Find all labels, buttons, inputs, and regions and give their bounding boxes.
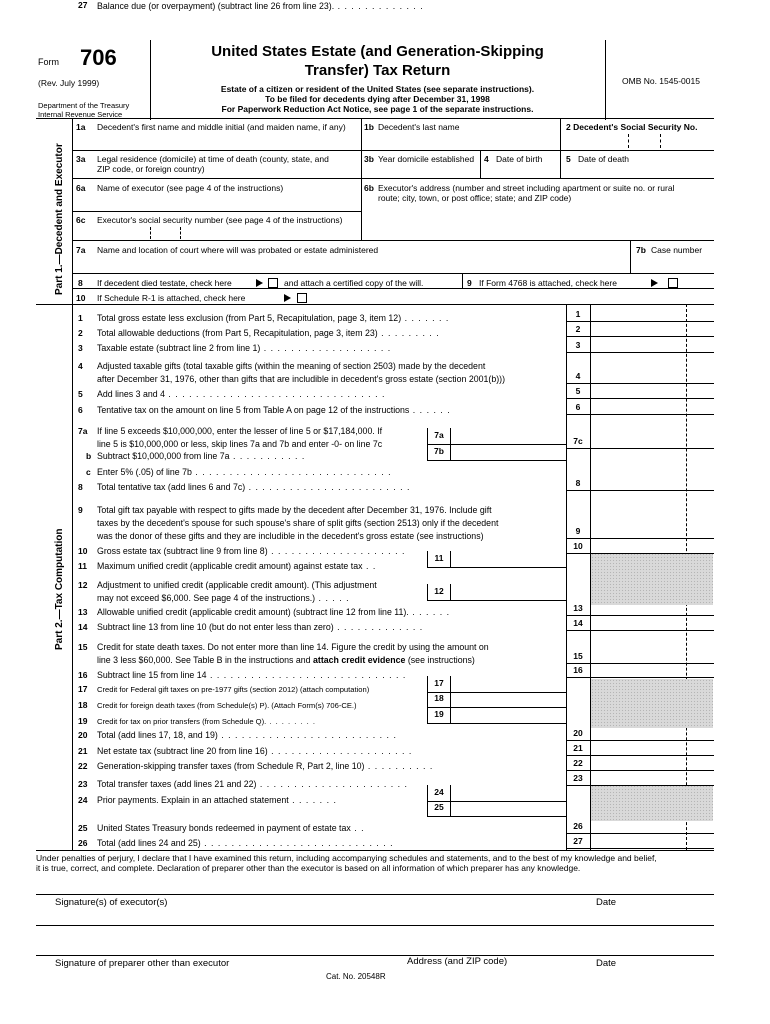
amount-field-26[interactable] bbox=[591, 821, 713, 833]
line-number: 18 bbox=[78, 700, 88, 710]
amount-field-27[interactable] bbox=[591, 836, 713, 848]
preparer-date-label: Date bbox=[596, 958, 617, 969]
executor-signature-label: Signature(s) of executor(s) bbox=[55, 897, 168, 908]
line-box-number: 19 bbox=[434, 709, 444, 719]
line-text: Allowable unified credit (applicable credit amount) (subtract line 12 from line 11). . . . . . . bbox=[97, 607, 451, 617]
line-text: Credit for Federal gift taxes on pre-1977 gifts (section 2012) (attach computation) bbox=[97, 685, 370, 694]
line-number: 27 bbox=[78, 0, 88, 10]
line-box-number: 20 bbox=[573, 728, 583, 738]
arrow-right-icon bbox=[256, 279, 263, 287]
line-box-number: 11 bbox=[434, 553, 444, 563]
decedent-first-name-field[interactable]: Decedent's first name and middle initial (and maiden name, if any) bbox=[97, 122, 346, 132]
executor-ssn-field[interactable]: Executor's social security number (see page 4 of the instructions) bbox=[97, 215, 343, 225]
line-box-number: 1 bbox=[575, 309, 581, 319]
amount-field-13[interactable] bbox=[591, 603, 713, 615]
court-location-field[interactable]: Name and location of court where will was probated or estate administered bbox=[97, 245, 379, 255]
line-number: 15 bbox=[78, 642, 88, 652]
amount-field-7c[interactable] bbox=[591, 436, 713, 448]
amount-field-14[interactable] bbox=[591, 618, 713, 630]
line-number: 4 bbox=[78, 361, 83, 371]
line-number: 21 bbox=[78, 746, 88, 756]
line-text: Total (add lines 24 and 25) . . . . . . . . . . . . . . . . . . . . . . . . . . . . bbox=[97, 838, 394, 848]
line-box-number: 27 bbox=[573, 836, 583, 846]
arrow-right-icon bbox=[284, 294, 291, 302]
line-text: Taxable estate (subtract line 2 from line 1) . . . . . . . . . . . . . . . . . . . bbox=[97, 343, 392, 353]
line-text: Credit for foreign death taxes (from Schedule(s) P). (Attach Form(s) 706-CE.) bbox=[97, 701, 357, 710]
line-text: Total gross estate less exclusion (from Part 5, Recapitulation, page 3, item 12) . . . . . . . bbox=[97, 313, 450, 323]
line-text: United States Treasury bonds redeemed in payment of estate tax . . bbox=[97, 823, 365, 833]
form-title: United States Estate (and Generation-Skipping Transfer) Tax Return bbox=[211, 43, 544, 79]
line-box-number: 21 bbox=[573, 743, 583, 753]
executor-date-field[interactable] bbox=[590, 894, 714, 914]
line-text: Subtract line 13 from line 10 (but do not enter less than zero) . . . . . . . . . . . . . bbox=[97, 622, 424, 632]
amount-field-16[interactable] bbox=[591, 665, 713, 677]
line-text: Credit for tax on prior transfers (from Schedule Q). . . . . . . . . bbox=[97, 717, 316, 726]
line-box-number: 24 bbox=[434, 787, 444, 797]
part1-label: Part 1.—Decedent and Executor bbox=[54, 143, 65, 295]
line-text: Total (add lines 17, 18, and 19) . . . . . . . . . . . . . . . . . . . . . . . . . . bbox=[97, 730, 397, 740]
amount-field-25[interactable] bbox=[451, 800, 565, 816]
amount-field-23[interactable] bbox=[591, 773, 713, 785]
executor-signature-field[interactable] bbox=[36, 875, 590, 895]
address-label: Address (and ZIP code) bbox=[407, 956, 508, 967]
line-box-number: 7a bbox=[434, 430, 444, 440]
form-number: 706 bbox=[80, 45, 117, 70]
line-box-number: 9 bbox=[575, 526, 581, 536]
line-number: 5 bbox=[78, 389, 83, 399]
line-number: 16 bbox=[78, 670, 88, 680]
line-box-number: 7b bbox=[434, 446, 444, 456]
line-number: 12 bbox=[78, 580, 88, 590]
department: Department of the Treasury bbox=[38, 101, 130, 110]
line-text: Maximum unified credit (applicable credit amount) against estate tax . . bbox=[97, 561, 377, 571]
amount-field-5[interactable] bbox=[591, 386, 713, 398]
preparer-signature-label: Signature of preparer other than executor bbox=[55, 958, 230, 969]
amount-field-4[interactable] bbox=[591, 371, 713, 383]
part2-label: Part 2.—Tax Computation bbox=[54, 528, 65, 650]
line-box-number: 6 bbox=[575, 402, 581, 412]
amount-field-12[interactable] bbox=[451, 584, 565, 600]
amount-field-22[interactable] bbox=[591, 758, 713, 770]
line-text: Tentative tax on the amount on line 5 from Table A on page 12 of the instructions . . . . . . bbox=[97, 405, 451, 415]
amount-field-19[interactable] bbox=[451, 707, 565, 723]
line-box-number: 14 bbox=[573, 618, 583, 628]
line-number: 20 bbox=[78, 730, 88, 740]
line-box-number: 18 bbox=[434, 693, 444, 703]
line-box-number: 23 bbox=[573, 773, 583, 783]
line-text: Subtract line 15 from line 14 . . . . . . . . . . . . . . . . . . . . . . . . . . . . . bbox=[97, 670, 407, 680]
line-number: 19 bbox=[78, 716, 88, 726]
form-4768-checkbox[interactable] bbox=[668, 278, 678, 288]
line-number: 8 bbox=[78, 482, 83, 492]
line-box-number: 17 bbox=[434, 678, 444, 688]
amount-field-2[interactable] bbox=[591, 324, 713, 336]
line-box-number: 5 bbox=[575, 386, 581, 396]
line-text: Add lines 3 and 4 . . . . . . . . . . . . . . . . . . . . . . . . . . . . . . . . bbox=[97, 389, 386, 399]
arrow-right-icon bbox=[651, 279, 658, 287]
line-text: Total gift tax payable with respect to gifts made by the decedent after December 31, 1976. Include gift taxes by the decedent's spouse for such spouse's share of split gifts (section 2513) only if the decedent was the donor of these gifts and they are includible in the decedent's gross estate (see instructions) bbox=[97, 505, 499, 541]
line-number: 24 bbox=[78, 795, 88, 805]
line-number: b bbox=[86, 451, 92, 461]
line-number: 10 bbox=[78, 546, 88, 556]
amount-field-1[interactable] bbox=[591, 309, 713, 321]
line-box-number: 15 bbox=[573, 651, 583, 661]
line-number: 13 bbox=[78, 607, 88, 617]
line-number: 11 bbox=[78, 561, 87, 571]
line-box-number: 3 bbox=[575, 340, 581, 350]
line-box-number: 10 bbox=[573, 541, 583, 551]
decedent-last-name-field[interactable]: Decedent's last name bbox=[378, 122, 460, 132]
line-text: Net estate tax (subtract line 20 from line 16) . . . . . . . . . . . . . . . . . . . . . bbox=[97, 746, 413, 756]
amount-field-3[interactable] bbox=[591, 340, 713, 352]
case-number-field[interactable]: Case number bbox=[651, 245, 703, 255]
irs-label: Internal Revenue Service bbox=[38, 110, 123, 119]
line-number: 2 bbox=[78, 328, 83, 338]
line-text: Adjusted taxable gifts (total taxable gifts (within the meaning of section 2503) made by the decedent after December 31, 1976, other than gifts that are includible in decedent's gross estate (section 2001(b))) bbox=[97, 361, 506, 384]
line-number: 3 bbox=[78, 343, 83, 353]
amount-field-11[interactable] bbox=[451, 551, 565, 567]
form-label: Form bbox=[38, 57, 59, 67]
amount-field-8[interactable] bbox=[591, 478, 713, 490]
line-number: 14 bbox=[78, 622, 88, 632]
amount-field-9[interactable] bbox=[591, 526, 713, 538]
line-box-number: 26 bbox=[573, 821, 583, 831]
line-text: Prior payments. Explain in an attached statement . . . . . . . bbox=[97, 795, 337, 805]
testate-checkbox[interactable] bbox=[268, 278, 278, 288]
line-number: 9 bbox=[78, 505, 83, 515]
line-text: Enter 5% (.05) of line 7b . . . . . . . . . . . . . . . . . . . . . . . . . . . . . bbox=[97, 467, 392, 477]
executor-name-field[interactable]: Name of executor (see page 4 of the instructions) bbox=[97, 183, 284, 193]
amount-field-10[interactable] bbox=[591, 541, 713, 553]
legal-residence-field[interactable]: Legal residence (domicile) at time of death (county, state, and ZIP code, or foreign country) bbox=[97, 154, 329, 174]
line-text: Total transfer taxes (add lines 21 and 22) . . . . . . . . . . . . . . . . . . . . . . bbox=[97, 779, 408, 789]
line-text: Total allowable deductions (from Part 5, Recapitulation, page 3, item 23) . . . . . . . . . bbox=[97, 328, 440, 338]
line-box-number: 12 bbox=[434, 586, 444, 596]
line-number: 22 bbox=[78, 761, 88, 771]
amount-field-21[interactable] bbox=[591, 743, 713, 755]
line-box-number: 16 bbox=[573, 665, 583, 675]
decedent-ssn-field[interactable]: 2 Decedent's Social Security No. bbox=[566, 122, 698, 132]
date-of-death-field[interactable]: Date of death bbox=[578, 154, 630, 164]
penalties-statement: Under penalties of perjury, I declare that I have examined this return, including accompanying schedules and statements, and to the best of my knowledge and belief, it is true, correct, and complete. Declaration of preparer other than the executor is based on all information of which preparer has any knowledge. bbox=[36, 853, 657, 873]
line-number: 25 bbox=[78, 823, 88, 833]
line-number: c bbox=[86, 467, 91, 477]
amount-field-6[interactable] bbox=[591, 402, 713, 414]
line-number: 23 bbox=[78, 779, 88, 789]
line-box-number: 25 bbox=[434, 802, 444, 812]
executor-address-field[interactable]: Executor's address (number and street including apartment or suite no. or rural route; city, town, or post office; state; and ZIP code) bbox=[378, 183, 675, 203]
line-box-number: 8 bbox=[575, 478, 581, 488]
line-number: 26 bbox=[78, 838, 88, 848]
line-box-number: 4 bbox=[575, 371, 581, 381]
amount-field-20[interactable] bbox=[591, 728, 713, 740]
line-box-number: 13 bbox=[573, 603, 583, 613]
amount-field-7b[interactable] bbox=[451, 444, 565, 460]
line-box-number: 22 bbox=[573, 758, 583, 768]
line-number: 6 bbox=[78, 405, 83, 415]
line-text: Generation-skipping transfer taxes (from Schedule R, Part 2, line 10) . . . . . . . . . . bbox=[97, 761, 434, 771]
line-text: Credit for state death taxes. Do not enter more than line 14. Figure the credit by using the amount on line 3 less $60,000. See Table B in the instructions and attach credit evidence (see instructions) bbox=[97, 642, 489, 665]
preparer-signature-field[interactable] bbox=[36, 935, 714, 955]
omb-number: OMB No. 1545-0015 bbox=[622, 76, 700, 86]
line-text: Gross estate tax (subtract line 9 from line 8) . . . . . . . . . . . . . . . . . . . . bbox=[97, 546, 406, 556]
date-of-birth-field[interactable]: Date of birth bbox=[496, 154, 543, 164]
line-box-number: 2 bbox=[575, 324, 581, 334]
amount-field-24[interactable] bbox=[451, 785, 565, 801]
form-subtitle: Estate of a citizen or resident of the United States (see separate instructions). To be filed for decedents dying after December 31, 1998 For Paperwork Reduction Act Notice, see page 1 of the separate instructions. bbox=[220, 84, 535, 114]
date-label: Date bbox=[596, 897, 617, 908]
amount-field-7a[interactable] bbox=[451, 428, 565, 444]
year-domicile-field[interactable]: Year domicile established bbox=[378, 154, 475, 164]
amount-field-17[interactable] bbox=[451, 676, 565, 692]
line-number: 7a bbox=[78, 426, 88, 436]
revision-date: (Rev. July 1999) bbox=[38, 78, 100, 88]
line-text: If line 5 exceeds $10,000,000, enter the lesser of line 5 or $17,184,000. If line 5 is $10,000,000 or less, skip lines 7a and 7b and enter -0- on line 7c bbox=[97, 426, 383, 449]
line-box-number: 7c bbox=[573, 436, 583, 446]
line-number: 1 bbox=[78, 313, 83, 323]
line-text: Subtract $10,000,000 from line 7a . . . . . . . . . . . bbox=[97, 451, 306, 461]
line-text: Balance due (or overpayment) (subtract line 26 from line 23). . . . . . . . . . . . . . bbox=[97, 1, 424, 11]
amount-field-18[interactable] bbox=[451, 691, 565, 707]
line-text: Total tentative tax (add lines 6 and 7c) . . . . . . . . . . . . . . . . . . . . . . . . bbox=[97, 482, 411, 492]
amount-field-15[interactable] bbox=[591, 651, 713, 663]
catalog-number: Cat. No. 20548R bbox=[326, 972, 386, 981]
line-text: Adjustment to unified credit (applicable credit amount). (This adjustment may not exceed $6,000. See page 4 of the instructions.) . . . . . bbox=[97, 580, 377, 603]
schedule-r1-checkbox[interactable] bbox=[297, 293, 307, 303]
line-number: 17 bbox=[78, 684, 88, 694]
